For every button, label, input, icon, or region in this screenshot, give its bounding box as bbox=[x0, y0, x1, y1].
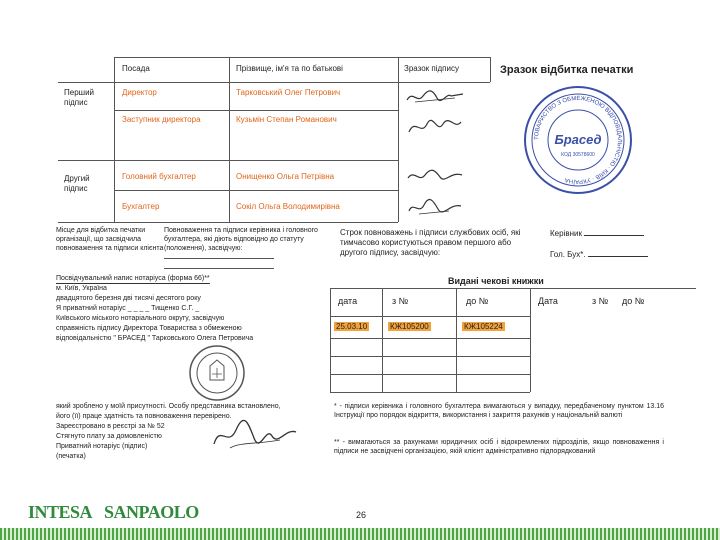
row-3-name: Онищенко Ольга Петрівна bbox=[236, 172, 335, 181]
notary-bottom-2: його (її) праце здатність та повноваження перевірено. bbox=[56, 413, 232, 420]
notary-bottom-5: Приватний нотаріус (підпис) bbox=[56, 443, 148, 450]
col-from: з № bbox=[392, 296, 409, 306]
first-signature-label: Перший підпис bbox=[64, 88, 95, 107]
checkbook-row-to: КЖ105224 bbox=[464, 322, 503, 331]
notary-signature bbox=[210, 418, 300, 452]
authority-certify-text: Повноваження та підписи керівника і головного бухгалтера, які діють відповідно до статуту (положення), засвідчую: bbox=[164, 227, 318, 252]
footnote-1: * - підписи керівника і головного бухгалтера вимагаються у випадку, передбаченому пунктом 13.16 Інструкції про порядок відкриття, використання і закриття рахунків у національній валюті bbox=[334, 403, 664, 419]
checkbook-row-from: КЖ105200 bbox=[390, 322, 429, 331]
notary-line-4: Київського міського нотаріального округу, засвідчую bbox=[56, 315, 225, 322]
notary-bottom-3: Зареєстровано в реєстрі за № 52 bbox=[56, 423, 165, 430]
seal-brand: Брасед bbox=[554, 132, 602, 147]
col-to-2: до № bbox=[622, 296, 645, 306]
signature-director bbox=[405, 86, 465, 106]
signature-accountant bbox=[405, 196, 465, 218]
row-3-position: Головний бухгалтер bbox=[122, 172, 196, 181]
col-position-header: Посада bbox=[122, 64, 150, 73]
seal-ring-text: ТОВАРИСТВО З ОБМЕЖЕНОЮ ВІДПОВІДАЛЬНІСТЮ · КИЇВ · УКРАЇНА bbox=[533, 95, 623, 185]
row-4-position: Бухгалтер bbox=[122, 202, 160, 211]
col-sample-header: Зразок підпису bbox=[404, 64, 459, 73]
notary-line-5: справжність підпису Директора Товариства з обмеженою bbox=[56, 325, 242, 332]
row-1-name: Тарковський Олег Петрович bbox=[236, 88, 341, 97]
seal-code: КОД 30578600 bbox=[561, 152, 595, 158]
col-date-2: Дата bbox=[538, 296, 558, 306]
company-seal bbox=[522, 84, 634, 196]
row-2-name: Кузьмін Степан Романович bbox=[236, 115, 337, 124]
notary-line-3: Я приватний нотаріус _ _ _ _ Тищенко С.Г. _ bbox=[56, 305, 200, 312]
logo-right: SANPAOLO bbox=[104, 502, 199, 522]
col-date: дата bbox=[338, 296, 358, 306]
page-number: 26 bbox=[356, 510, 367, 520]
notary-title: Посвідчувальний напис нотаріуса (форма 66)** bbox=[56, 275, 210, 282]
second-signature-label: Другий підпис bbox=[64, 174, 90, 193]
chief-accountant-label: Гол. Бух*. bbox=[550, 250, 648, 260]
row-4-name: Сокіл Ольга Володимирівна bbox=[236, 202, 340, 211]
footnote-2: ** - вимагаються за рахунками юридичних осіб і відокремлених підрозділів, якщо повноваження і підписи не засвідчені організацією, якій клієнт адміністративно підпорядкований bbox=[334, 439, 664, 455]
signature-deputy bbox=[405, 116, 465, 138]
signature-chief-accountant bbox=[405, 166, 465, 186]
head-label: Керівник bbox=[550, 229, 644, 239]
col-to: до № bbox=[466, 296, 489, 306]
col-from-2: з № bbox=[592, 296, 609, 306]
checkbooks-title: Видані чекові книжки bbox=[448, 276, 544, 286]
notary-bottom-1: який зроблено у моїй присутності. Особу представника встановлено, bbox=[56, 403, 281, 410]
row-2-position: Заступник директора bbox=[122, 115, 201, 124]
seal-title: Зразок відбитка печатки bbox=[500, 64, 634, 76]
notary-line-2: двадцятого березня дві тисячі десятого року bbox=[56, 295, 201, 302]
notary-bottom-4: Стягнуто плату за домовленістю bbox=[56, 433, 162, 440]
footer-stripe bbox=[0, 528, 720, 540]
logo-left: INTESA bbox=[28, 502, 93, 522]
row-1-position: Директор bbox=[122, 88, 157, 97]
notary-seal bbox=[188, 344, 246, 402]
checkbook-row-date: 25.03.10 bbox=[336, 322, 368, 331]
intesa-sanpaolo-logo bbox=[28, 502, 199, 523]
seal-place-text: Місце для відбитка печатки організації, що засвідчила повноваження та підписи клієнта bbox=[56, 227, 164, 252]
validity-text: Строк повноважень і підписи службових осіб, які тимчасово користуються правом першого або другого підпису, засвідчую: bbox=[340, 228, 521, 257]
notary-bottom-6: (печатка) bbox=[56, 453, 86, 460]
notary-line-6: відповідальністю " БРАСЕД " Тарковського Олега Петровича bbox=[56, 335, 254, 342]
col-name-header: Прізвище, ім'я та по батькові bbox=[236, 64, 343, 73]
notary-line-1: м. Київ, Україна bbox=[56, 285, 107, 292]
